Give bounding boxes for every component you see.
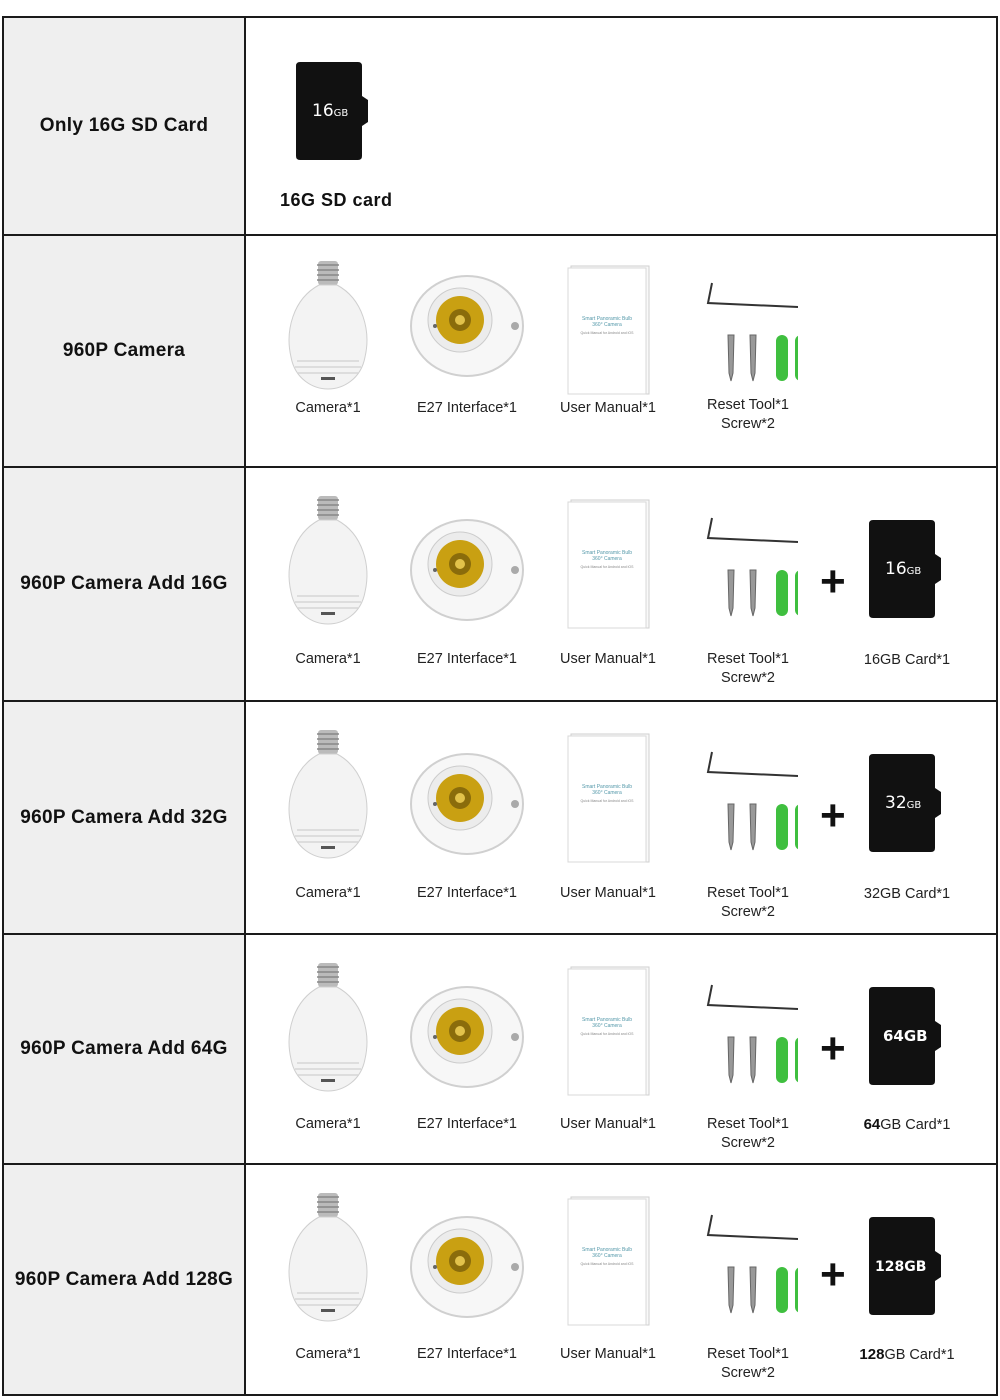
camera-item <box>263 1193 393 1362</box>
option-contents <box>246 1165 996 1394</box>
reset-tool-screws-icon <box>698 983 798 1093</box>
item-caption: Camera*1 <box>295 885 361 901</box>
item-caption: 16GB Card*1 <box>863 652 951 668</box>
camera-item <box>263 730 393 901</box>
bulb-camera-icon <box>283 496 373 626</box>
sd-card-icon <box>869 754 945 852</box>
item-caption: User Manual*1 <box>560 1346 656 1362</box>
sd-card-caption: 16G SD card <box>280 190 393 210</box>
option-contents <box>246 236 996 466</box>
reset-tool-screws-icon <box>698 1213 798 1323</box>
reset-tool-item <box>683 281 813 432</box>
item-caption: Screw*2 <box>721 416 775 432</box>
option-row-add-64g <box>4 935 996 1165</box>
e27-socket-icon <box>407 510 527 622</box>
option-label: 960P Camera Add 32G <box>20 806 228 828</box>
bulb-camera-icon <box>283 730 373 860</box>
manual-item <box>543 498 673 667</box>
svg-text:Smart Panoramic Bulb: Smart Panoramic Bulb <box>581 1247 633 1253</box>
camera-item <box>263 496 393 667</box>
item-caption: Reset Tool*1 <box>707 651 789 667</box>
option-label-cell <box>4 935 246 1163</box>
bulb-camera-icon <box>283 963 373 1093</box>
svg-text:360° Camera: 360° Camera <box>592 790 622 796</box>
interface-item <box>402 977 532 1132</box>
item-caption: Screw*2 <box>721 904 775 920</box>
item-caption: Reset Tool*1 <box>707 885 789 901</box>
reset-tool-item <box>683 516 813 686</box>
item-caption: User Manual*1 <box>560 400 656 416</box>
e27-socket-icon <box>407 266 527 378</box>
svg-text:Quick Manual for Android and i: Quick Manual for Android and iOS <box>580 1032 634 1036</box>
sd-card-icon <box>296 62 372 160</box>
svg-text:360° Camera: 360° Camera <box>592 1023 622 1029</box>
svg-text:360° Camera: 360° Camera <box>592 1253 622 1259</box>
item-caption: Screw*2 <box>721 1135 775 1151</box>
manual-item <box>543 264 673 416</box>
sd-card-icon <box>869 987 945 1085</box>
plus-sign: + <box>820 1250 846 1299</box>
item-caption: E27 Interface*1 <box>417 1346 517 1362</box>
user-manual-icon <box>563 732 653 864</box>
sd-card-item <box>842 987 972 1133</box>
reset-tool-item <box>683 983 813 1151</box>
item-caption-multi <box>683 396 813 434</box>
package-options-table <box>2 16 998 1396</box>
manual-item <box>543 965 673 1132</box>
reset-tool-screws-icon <box>698 281 798 391</box>
interface-item <box>402 744 532 901</box>
svg-text:64GB: 64GB <box>883 1027 928 1045</box>
item-caption: User Manual*1 <box>560 651 656 667</box>
camera-item <box>263 963 393 1132</box>
interface-item <box>402 266 532 416</box>
e27-socket-icon <box>407 1207 527 1319</box>
svg-text:128GB: 128GB <box>875 1259 927 1275</box>
option-label-cell <box>4 468 246 700</box>
sd-card-item <box>842 520 972 668</box>
svg-text:16GB: 16GB <box>885 559 922 579</box>
user-manual-icon <box>563 1195 653 1327</box>
option-label: Only 16G SD Card <box>39 115 209 136</box>
item-caption: Screw*2 <box>721 1365 775 1381</box>
item-caption: Camera*1 <box>295 400 361 416</box>
plus-sign: + <box>820 557 846 606</box>
svg-text:Quick Manual for Android and i: Quick Manual for Android and iOS <box>580 331 634 335</box>
svg-text:16GB: 16GB <box>312 101 349 121</box>
item-caption: Screw*2 <box>721 670 775 686</box>
manual-item <box>543 732 673 901</box>
item-caption: E27 Interface*1 <box>417 1116 517 1132</box>
item-caption: 32GB Card*1 <box>863 886 951 902</box>
svg-text:Smart Panoramic Bulb: Smart Panoramic Bulb <box>581 1017 633 1023</box>
camera-item <box>263 261 393 416</box>
option-contents <box>246 702 996 933</box>
sd-card-item <box>842 1217 972 1363</box>
plus-sign: + <box>820 1024 846 1073</box>
option-row-add-128g <box>4 1165 996 1394</box>
user-manual-icon <box>563 498 653 630</box>
svg-text:Quick Manual for Android and i: Quick Manual for Android and iOS <box>580 799 634 803</box>
item-caption: User Manual*1 <box>560 885 656 901</box>
option-contents <box>246 935 996 1163</box>
svg-text:32GB: 32GB <box>885 793 922 813</box>
interface-item <box>402 1207 532 1362</box>
svg-text:Quick Manual for Android and i: Quick Manual for Android and iOS <box>580 1262 634 1266</box>
svg-text:360° Camera: 360° Camera <box>592 322 622 328</box>
svg-text:Smart Panoramic Bulb: Smart Panoramic Bulb <box>581 316 633 322</box>
option-label-cell <box>4 1165 246 1394</box>
option-label: 960P Camera <box>62 340 186 361</box>
interface-item <box>402 510 532 667</box>
user-manual-icon <box>563 264 653 396</box>
e27-socket-icon <box>407 744 527 856</box>
option-contents <box>246 18 996 234</box>
option-row-camera <box>4 236 996 468</box>
svg-text:Quick Manual for Android and i: Quick Manual for Android and iOS <box>580 565 634 569</box>
item-caption: Reset Tool*1 <box>707 397 789 413</box>
item-caption-multi <box>683 884 813 922</box>
option-label-cell <box>4 236 246 466</box>
option-row-add-16g <box>4 468 996 702</box>
plus-sign: + <box>820 791 846 840</box>
item-caption: Reset Tool*1 <box>707 1116 789 1132</box>
bulb-camera-icon <box>283 261 373 391</box>
option-label: 960P Camera Add 128G <box>14 1268 234 1290</box>
option-label: 960P Camera Add 16G <box>20 573 228 594</box>
bulb-camera-icon <box>283 1193 373 1323</box>
e27-socket-icon <box>407 977 527 1089</box>
svg-text:Smart Panoramic Bulb: Smart Panoramic Bulb <box>581 550 633 556</box>
item-caption: Reset Tool*1 <box>707 1346 789 1362</box>
option-row-sd-only <box>4 18 996 236</box>
item-caption-multi <box>683 1345 813 1383</box>
item-caption: E27 Interface*1 <box>417 400 517 416</box>
item-caption: E27 Interface*1 <box>417 885 517 901</box>
manual-item <box>543 1195 673 1362</box>
option-label: 960P Camera Add 64G <box>20 1038 228 1059</box>
item-caption: Camera*1 <box>295 651 361 667</box>
reset-tool-screws-icon <box>698 750 798 860</box>
item-caption: 64GB Card*1 <box>863 1116 951 1133</box>
svg-text:Smart Panoramic Bulb: Smart Panoramic Bulb <box>581 784 633 790</box>
item-caption: Camera*1 <box>295 1346 361 1362</box>
sd-card-icon <box>869 520 945 618</box>
option-label-cell <box>4 702 246 933</box>
option-row-add-32g <box>4 702 996 935</box>
item-caption: Camera*1 <box>295 1116 361 1132</box>
item-caption: E27 Interface*1 <box>417 651 517 667</box>
sd-card-image <box>296 62 372 165</box>
user-manual-icon <box>563 965 653 1097</box>
item-caption: User Manual*1 <box>560 1116 656 1132</box>
option-label-cell <box>4 18 246 234</box>
reset-tool-screws-icon <box>698 516 798 626</box>
sd-card-icon <box>869 1217 945 1315</box>
option-contents <box>246 468 996 700</box>
reset-tool-item <box>683 1213 813 1381</box>
sd-card-item <box>842 754 972 902</box>
item-caption-multi <box>683 1115 813 1153</box>
item-caption-multi <box>683 650 813 688</box>
reset-tool-item <box>683 750 813 920</box>
item-caption: 128GB Card*1 <box>859 1346 955 1363</box>
svg-text:360° Camera: 360° Camera <box>592 556 622 562</box>
